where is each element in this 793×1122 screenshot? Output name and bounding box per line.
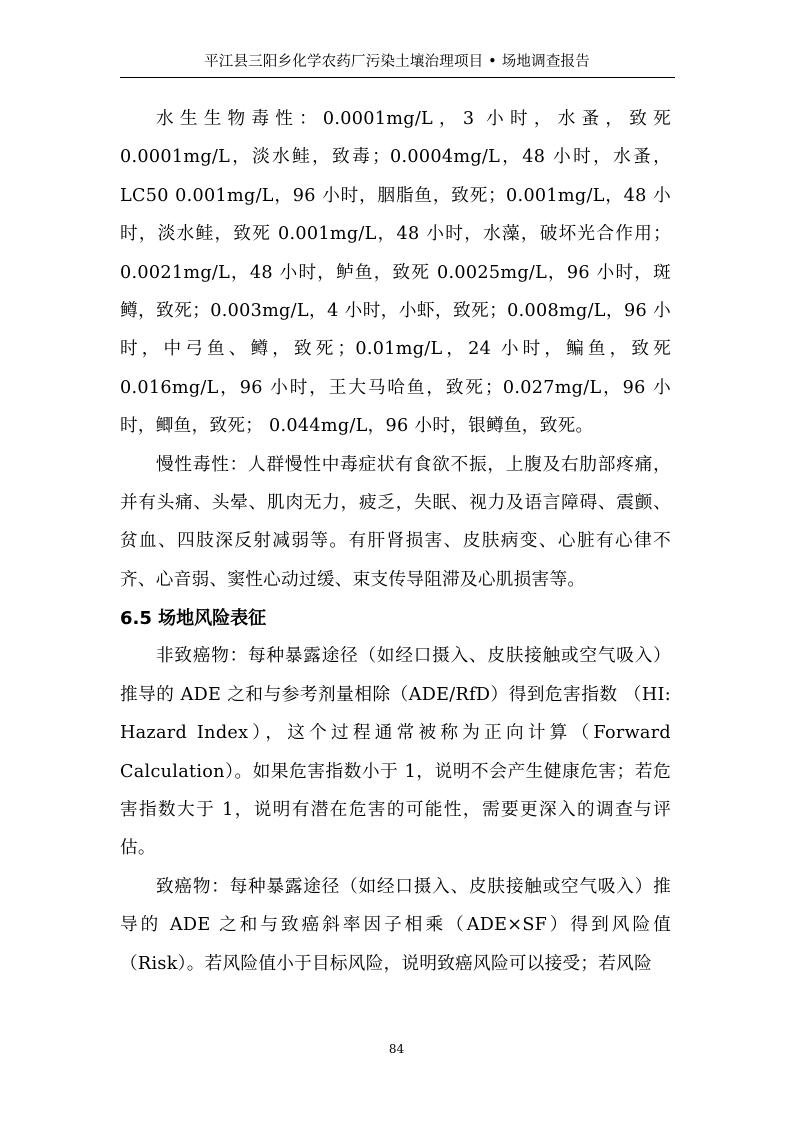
paragraph-carcinogen: 致癌物：每种暴露途径（如经口摄入、皮肤接触或空气吸入）推导的 ADE 之和与致癌斜率因子相乘（ADE×SF）得到风险值（Risk）。若风险值小于目标风险，说明致癌风险可以接受；若风险 — [120, 876, 671, 974]
page-header-title: 平江县三阳乡化学农药厂污染土壤治理项目 • 场地调查报告 — [204, 54, 590, 70]
paragraph-aquatic-toxicity: 水生生物毒性：0.0001mg/L，3 小时，水蚤，致死 0.0001mg/L，淡水鲑，致毒；0.0004mg/L，48 小时，水蚤，LC50 0.001mg/L，96 小时，胭脂鱼，致死；0.001mg/L，48 小时，淡水鲑，致死 0.001mg/L，48 小时，水藻，破坏光合作用；0.0021mg/L，48 小时，鲈鱼，致死 0.0025mg/L，96 小时，斑鳟，致死；0.003mg/L，4 小时，小虾，致死；0.008mg/L，96 小时，中弓鱼、鳟，致死；0.01mg/L，24 小时，鳊鱼，致死 0.016mg/L，96 小时，王大马哈鱼，致死；0.027mg/L，96 小时，鲫鱼，致死； 0.044mg/L，96 小时，银鳟鱼，致死。 — [120, 109, 671, 437]
document-body — [120, 100, 671, 983]
section-heading-risk-characterization: 6.5 场地风险表征 — [120, 608, 267, 630]
paragraph-chronic-toxicity: 慢性毒性：人群慢性中毒症状有食欲不振，上腹及右肋部疼痛，并有头痛、头晕、肌肉无力，疲乏，失眠、视力及语言障碍、震颤、贫血、四肢深反射减弱等。有肝肾损害、皮肤病变、心脏有心律不齐、心音弱、窦性心动过缓、束支传导阻滞及心肌损害等。 — [120, 454, 671, 590]
paragraph-non-carcinogen: 非致癌物：每种暴露途径（如经口摄入、皮肤接触或空气吸入）推导的 ADE 之和与参考剂量相除（ADE/RfD）得到危害指数 （HI: Hazard Index），这个过程通常被称为正向计算（Forward Calculation）。如果危害指数小于 1，说明不会产生健康危害；若危害指数大于 1，说明有潜在危害的可能性，需要更深入的调查与评估。 — [120, 646, 671, 859]
page-number: 84 — [388, 1042, 405, 1056]
header-divider — [120, 77, 675, 78]
